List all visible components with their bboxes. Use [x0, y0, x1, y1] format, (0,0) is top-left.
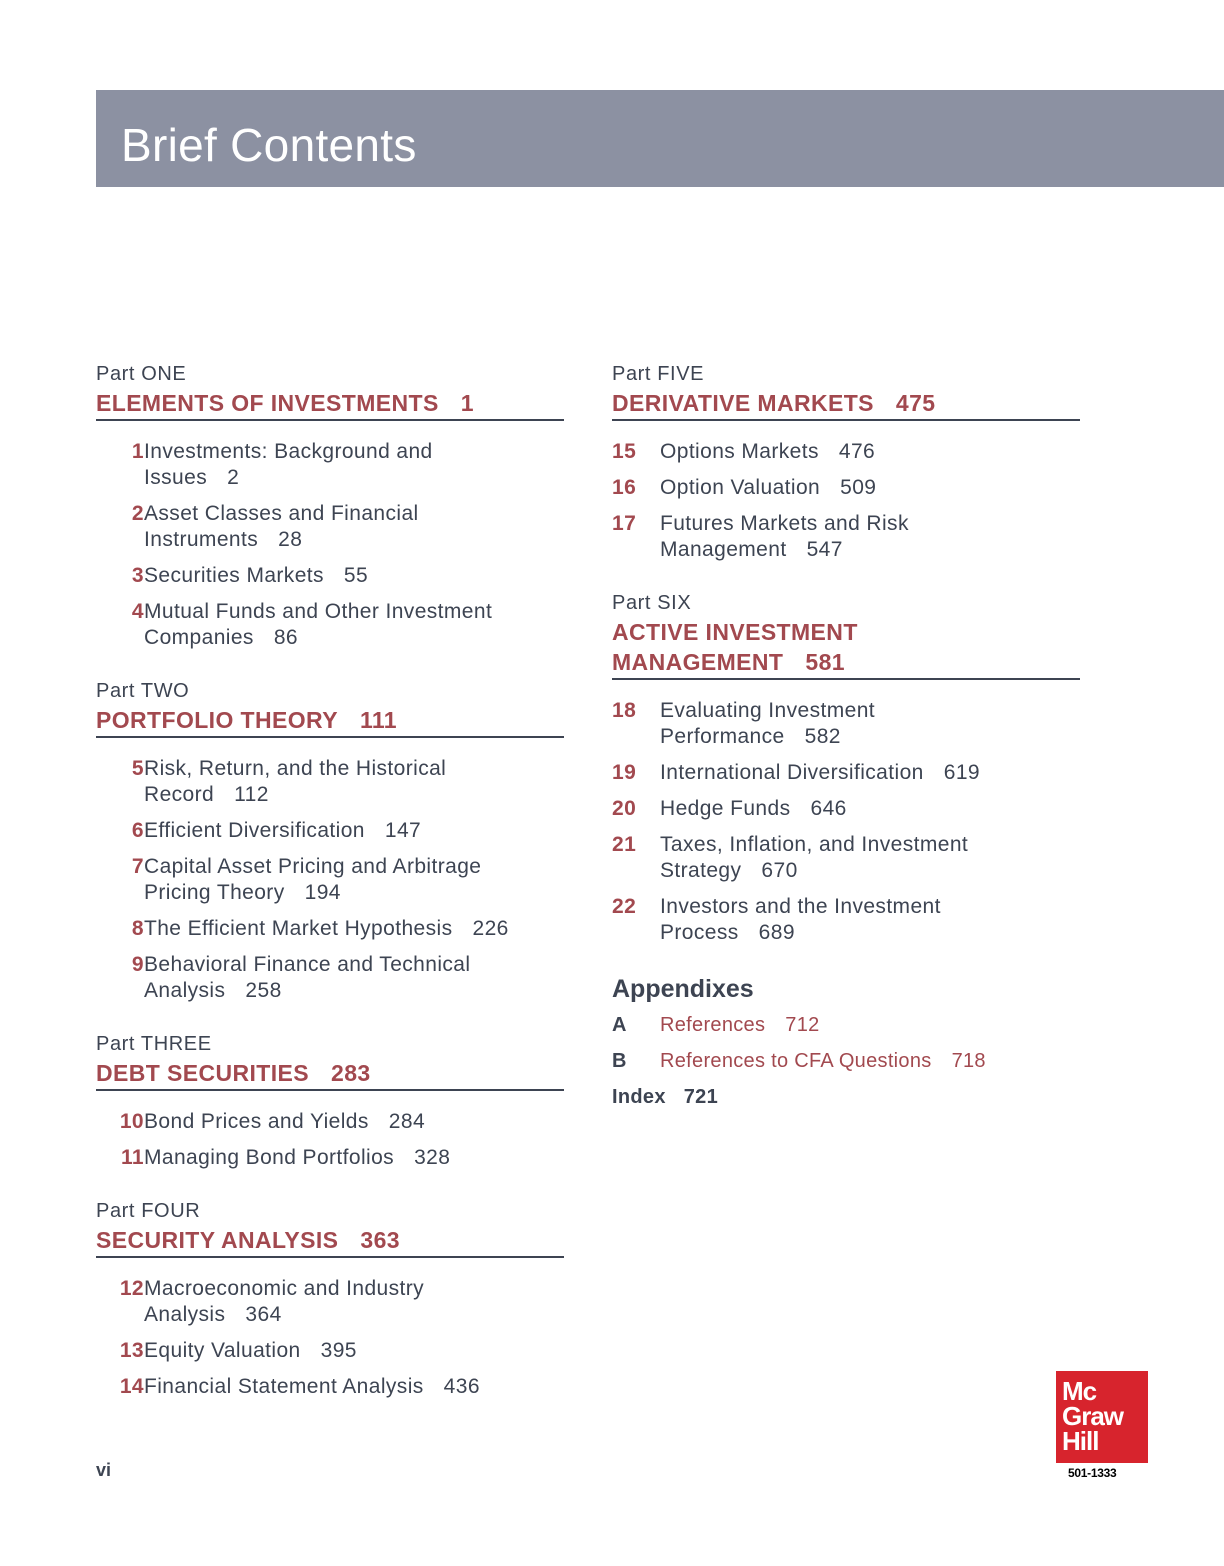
chapter-number: [96, 1145, 144, 1171]
chapter-title-text: Investments: Background and: [144, 440, 433, 463]
part-page-number: 475: [895, 390, 936, 416]
chapter-list: [612, 439, 1080, 563]
chapter-title[interactable]: [144, 1145, 564, 1171]
chapter-title-text: The Efficient Market Hypothesis: [144, 917, 453, 940]
part-title[interactable]: [612, 388, 1080, 421]
chapter-title-line: [144, 880, 564, 906]
chapter-list: [612, 698, 1080, 946]
chapter-title-text: Strategy: [660, 859, 742, 882]
chapter-page: 670: [761, 859, 798, 882]
chapter-list: [96, 756, 564, 1004]
chapter-title[interactable]: [144, 916, 564, 942]
chapter-title[interactable]: [144, 599, 564, 651]
part-title-text: MANAGEMENT: [612, 649, 784, 675]
chapter-number: [96, 1109, 144, 1135]
title-banner: [96, 90, 1224, 187]
part-title[interactable]: [96, 1058, 564, 1091]
chapter-title-text: Process: [660, 921, 739, 944]
chapter-page: 436: [443, 1375, 480, 1398]
chapter-title-text: Hedge Funds: [660, 797, 791, 820]
chapter-page: 646: [810, 797, 847, 820]
chapter-entry[interactable]: [612, 760, 1080, 786]
part-title-line: [96, 1225, 564, 1255]
chapter-page: 328: [414, 1146, 451, 1169]
appendixes-section: [612, 972, 1080, 1110]
chapter-title-line: [660, 760, 1080, 786]
chapter-number: [96, 854, 144, 906]
chapter-number: [612, 475, 660, 501]
chapter-number: [96, 1338, 144, 1364]
chapter-title[interactable]: [144, 1276, 564, 1328]
chapter-number-text: 10: [119, 1110, 144, 1133]
part-title-line: [96, 388, 564, 418]
chapter-number-text: 9: [131, 953, 144, 976]
chapter-page: 395: [320, 1339, 357, 1362]
part-title-text: SECURITY ANALYSIS: [96, 1227, 339, 1253]
chapter-title[interactable]: [144, 818, 564, 844]
chapter-title-line: [660, 832, 1080, 858]
chapter-number: [96, 756, 144, 808]
chapter-title-line: [144, 1302, 564, 1328]
part-title-line: [96, 705, 564, 735]
chapter-title-text: Risk, Return, and the Historical: [144, 757, 447, 780]
part-page-number: 111: [359, 707, 397, 733]
chapter-entry[interactable]: [612, 894, 1080, 946]
appendix-page: 712: [785, 1014, 820, 1036]
chapter-entry[interactable]: [96, 1374, 564, 1400]
chapter-title[interactable]: [660, 894, 1080, 946]
chapter-title-text: Record: [144, 783, 215, 806]
part-title-line: [612, 647, 1080, 677]
chapter-title-text: Financial Statement Analysis: [144, 1375, 424, 1398]
chapter-title[interactable]: [144, 1109, 564, 1135]
chapter-page: 476: [838, 440, 876, 463]
chapter-entry[interactable]: [96, 1276, 564, 1328]
part-title-text: ELEMENTS OF INVESTMENTS: [96, 390, 439, 416]
chapter-title-line: [660, 858, 1080, 884]
chapter-title-text: Option Valuation: [660, 476, 821, 499]
chapter-title-line: [660, 920, 1080, 946]
chapter-title-text: Analysis: [144, 979, 226, 1002]
chapter-title-text: Securities Markets: [144, 564, 324, 587]
chapter-number-text: 8: [131, 917, 144, 940]
chapter-number-text: 21: [612, 833, 637, 856]
chapter-entry[interactable]: [612, 511, 1080, 563]
chapter-entry[interactable]: [96, 1338, 564, 1364]
chapter-number-text: 16: [612, 476, 637, 499]
chapter-number-text: 3: [131, 564, 144, 587]
chapter-title[interactable]: [660, 439, 1080, 465]
chapter-title-text: Investors and the Investment: [660, 895, 941, 918]
chapter-title-line: [144, 952, 564, 978]
chapter-title-text: Issues: [144, 466, 208, 489]
part-title[interactable]: [612, 617, 1080, 680]
chapter-number: [96, 439, 144, 491]
chapter-title[interactable]: [144, 1374, 564, 1400]
part-label: Part SIX: [612, 592, 692, 614]
chapter-title-line: [144, 599, 564, 625]
chapter-number: [612, 760, 660, 786]
chapter-number: [96, 599, 144, 651]
chapter-number-text: 22: [612, 895, 637, 918]
mcgraw-hill-logo: [1056, 1371, 1148, 1463]
logo-code: 501-1333: [1068, 1466, 1117, 1480]
chapter-title[interactable]: [660, 760, 1080, 786]
part-label: Part TWO: [96, 680, 190, 702]
chapter-title[interactable]: [144, 563, 564, 589]
appendix-item[interactable]: [612, 1048, 1080, 1074]
chapter-page: 509: [840, 476, 877, 499]
left-column: [96, 360, 564, 1426]
chapter-title-text: Asset Classes and Financial: [144, 502, 419, 525]
chapter-title-line: [144, 756, 564, 782]
chapter-page: 147: [384, 819, 422, 842]
appendix-item[interactable]: [612, 1012, 1080, 1038]
chapter-number: [96, 916, 144, 942]
right-column: [612, 360, 1080, 1110]
chapter-entry[interactable]: [612, 796, 1080, 822]
chapter-title-text: Managing Bond Portfolios: [144, 1146, 395, 1169]
chapter-list: [96, 1109, 564, 1171]
chapter-page: 258: [245, 979, 282, 1002]
chapter-title-line: [144, 1109, 564, 1135]
chapter-entry[interactable]: [96, 439, 564, 491]
chapter-title[interactable]: [660, 832, 1080, 884]
part-section: [612, 360, 1080, 563]
chapter-title-line: [144, 439, 564, 465]
logo-line: Hill: [1062, 1426, 1099, 1456]
chapter-title-text: Mutual Funds and Other Investment: [144, 600, 493, 623]
part-label: Part FOUR: [96, 1200, 201, 1222]
chapter-title[interactable]: [144, 756, 564, 808]
chapter-title-text: Companies: [144, 626, 254, 649]
chapter-title-text: Performance: [660, 725, 785, 748]
chapter-number-text: 14: [119, 1375, 144, 1398]
chapter-page: 194: [304, 881, 341, 904]
chapter-entry[interactable]: [612, 439, 1080, 465]
chapter-title-text: Pricing Theory: [144, 881, 285, 904]
chapter-page: 547: [806, 538, 843, 561]
chapter-number-text: 5: [131, 757, 144, 780]
chapter-number: [612, 698, 660, 750]
index-page: 721: [683, 1086, 719, 1108]
chapter-title-line: [660, 511, 1080, 537]
part-page-number: 581: [805, 649, 845, 675]
part-page-number: 363: [360, 1227, 400, 1253]
chapter-number: [612, 439, 660, 465]
chapter-page: 284: [388, 1110, 426, 1133]
chapter-number-text: 18: [612, 699, 637, 722]
part-title-line: [96, 1058, 564, 1088]
chapter-title-line: [660, 439, 1080, 465]
appendix-letter: B: [612, 1050, 627, 1072]
chapter-title-line: [660, 698, 1080, 724]
chapter-title-line: [144, 625, 564, 651]
chapter-title-text: Capital Asset Pricing and Arbitrage: [144, 855, 482, 878]
chapter-entry[interactable]: [96, 1109, 564, 1135]
chapter-number-text: 12: [119, 1277, 144, 1300]
appendix-title[interactable]: References: [660, 1014, 766, 1036]
chapter-page: 689: [758, 921, 795, 944]
chapter-page: 364: [245, 1303, 282, 1326]
chapter-number-text: 11: [121, 1146, 144, 1169]
chapter-number-text: 15: [612, 440, 637, 463]
chapter-title[interactable]: [660, 475, 1080, 501]
appendix-title[interactable]: References to CFA Questions: [660, 1050, 932, 1072]
chapter-entry[interactable]: [96, 563, 564, 589]
chapter-number-text: 2: [131, 502, 144, 525]
chapter-page: 582: [804, 725, 841, 748]
chapter-title[interactable]: [660, 796, 1080, 822]
chapter-title-line: [660, 724, 1080, 750]
chapter-entry[interactable]: [96, 1145, 564, 1171]
part-title[interactable]: [96, 1225, 564, 1258]
chapter-title[interactable]: [144, 501, 564, 553]
chapter-number-text: 1: [131, 440, 144, 463]
part-section: [612, 589, 1080, 946]
chapter-title-line: [144, 1276, 564, 1302]
chapter-page: 112: [234, 783, 269, 806]
chapter-title[interactable]: [144, 952, 564, 1004]
index-entry[interactable]: [612, 1084, 1080, 1110]
chapter-title-text: Bond Prices and Yields: [144, 1110, 369, 1133]
chapter-title-line: [660, 537, 1080, 563]
chapter-title-text: Options Markets: [660, 440, 819, 463]
chapter-title[interactable]: [144, 1338, 564, 1364]
chapter-entry[interactable]: [96, 854, 564, 906]
chapter-number-text: 13: [119, 1339, 144, 1362]
chapter-number-text: 6: [131, 819, 144, 842]
chapter-title-line: [144, 854, 564, 880]
chapter-title-text: Instruments: [144, 528, 259, 551]
chapter-page: 86: [273, 626, 298, 649]
chapter-title-line: [144, 1338, 564, 1364]
chapter-entry[interactable]: [96, 501, 564, 553]
chapter-title-line: [144, 818, 564, 844]
chapter-title-line: [660, 796, 1080, 822]
part-title-text: DERIVATIVE MARKETS: [612, 390, 874, 416]
chapter-entry[interactable]: [96, 756, 564, 808]
part-title-line: [612, 388, 1080, 418]
chapter-page: 55: [343, 564, 369, 587]
chapter-number: [612, 796, 660, 822]
chapter-number: [96, 563, 144, 589]
part-page-number: 1: [460, 390, 474, 416]
chapter-number: [96, 818, 144, 844]
part-page-number: 283: [331, 1060, 371, 1086]
chapter-title-text: Analysis: [144, 1303, 226, 1326]
appendix-letter: A: [612, 1014, 627, 1036]
chapter-title-text: Behavioral Finance and Technical: [144, 953, 471, 976]
chapter-number-text: 7: [131, 855, 144, 878]
chapter-entry[interactable]: [96, 916, 564, 942]
chapter-title-text: Equity Valuation: [144, 1339, 301, 1362]
chapter-entry[interactable]: [96, 599, 564, 651]
part-section: [96, 1197, 564, 1400]
chapter-title-line: [144, 465, 564, 491]
chapter-title-line: [144, 563, 564, 589]
part-label: Part THREE: [96, 1033, 212, 1055]
appendixes-heading: Appendixes: [612, 975, 754, 1003]
chapter-number: [612, 511, 660, 563]
chapter-entry[interactable]: [96, 952, 564, 1004]
chapter-page: 226: [472, 917, 509, 940]
chapter-number: [612, 832, 660, 884]
chapter-entry[interactable]: [612, 475, 1080, 501]
chapter-title-text: Efficient Diversification: [144, 819, 365, 842]
chapter-title-line: [660, 894, 1080, 920]
chapter-title-line: [144, 501, 564, 527]
chapter-title-text: Evaluating Investment: [660, 699, 876, 722]
chapter-number: [612, 894, 660, 946]
chapter-number-text: 17: [612, 512, 637, 535]
chapter-title[interactable]: [660, 698, 1080, 750]
part-label: Part ONE: [96, 363, 187, 385]
chapter-number-text: 4: [131, 600, 144, 623]
part-title-text: PORTFOLIO THEORY: [96, 707, 338, 733]
part-label: Part FIVE: [612, 363, 705, 385]
chapter-title-text: Management: [660, 538, 787, 561]
part-title[interactable]: [96, 388, 564, 421]
part-section: [96, 1030, 564, 1171]
chapter-title-line: [144, 916, 564, 942]
chapter-title-line: [144, 782, 564, 808]
chapter-title[interactable]: [144, 854, 564, 906]
chapter-list: [96, 1276, 564, 1400]
logo-line: Graw: [1062, 1401, 1124, 1431]
chapter-page: 2: [227, 466, 240, 489]
chapter-number: [96, 1374, 144, 1400]
part-title-text: DEBT SECURITIES: [96, 1060, 310, 1086]
chapter-title[interactable]: [660, 511, 1080, 563]
chapter-entry[interactable]: [612, 698, 1080, 750]
chapter-number-text: 20: [612, 797, 637, 820]
page-title: Brief Contents: [121, 119, 417, 171]
chapter-number: [96, 501, 144, 553]
chapter-number-text: 19: [612, 761, 637, 784]
chapter-title-line: [144, 1374, 564, 1400]
chapter-list: [96, 439, 564, 651]
part-section: [96, 360, 564, 651]
chapter-title-text: Futures Markets and Risk: [660, 512, 909, 535]
part-title[interactable]: [96, 705, 564, 738]
chapter-title-line: [660, 475, 1080, 501]
chapter-title-text: Taxes, Inflation, and Investment: [660, 833, 969, 856]
chapter-title-text: Macroeconomic and Industry: [144, 1277, 425, 1300]
index-label[interactable]: Index: [612, 1086, 666, 1108]
chapter-title-line: [144, 527, 564, 553]
part-section: [96, 677, 564, 1004]
appendix-page: 718: [951, 1050, 986, 1072]
logo-line: Mc: [1062, 1376, 1097, 1406]
chapter-title[interactable]: [144, 439, 564, 491]
chapter-page: 28: [278, 528, 303, 551]
page-folio: vi: [96, 1460, 112, 1480]
chapter-title-line: [144, 1145, 564, 1171]
chapter-entry[interactable]: [96, 818, 564, 844]
chapter-title-text: International Diversification: [660, 761, 924, 784]
part-title-line: ACTIVE INVESTMENT: [612, 619, 858, 645]
chapter-page: 619: [943, 761, 980, 784]
chapter-entry[interactable]: [612, 832, 1080, 884]
chapter-number: [96, 1276, 144, 1328]
chapter-number: [96, 952, 144, 1004]
chapter-title-line: [144, 978, 564, 1004]
